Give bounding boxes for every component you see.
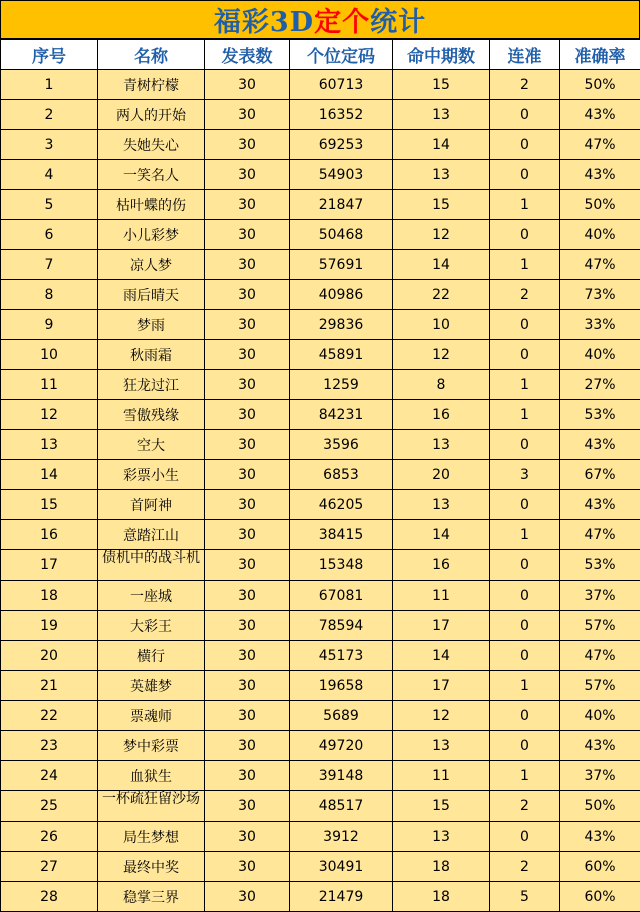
cell-streak: 2 (490, 791, 560, 822)
cell-posts: 30 (205, 581, 290, 611)
cell-posts: 30 (205, 882, 290, 912)
cell-index: 22 (1, 701, 98, 731)
cell-accuracy: 40% (560, 701, 640, 731)
cell-accuracy: 60% (560, 852, 640, 882)
table-row (1, 701, 640, 731)
cell-index: 17 (1, 550, 98, 581)
cell-accuracy: 50% (560, 791, 640, 822)
cell-accuracy: 37% (560, 761, 640, 791)
cell-posts: 30 (205, 641, 290, 671)
table-row (1, 882, 640, 912)
cell-codes: 49720 (290, 731, 393, 761)
cell-hits: 8 (393, 370, 490, 400)
cell-streak: 0 (490, 490, 560, 520)
cell-posts: 30 (205, 550, 290, 581)
cell-accuracy: 47% (560, 520, 640, 550)
cell-hits: 13 (393, 160, 490, 190)
cell-hits: 16 (393, 400, 490, 430)
cell-name: 梦雨 (98, 310, 205, 340)
cell-streak: 0 (490, 130, 560, 160)
cell-posts: 30 (205, 761, 290, 791)
cell-hits: 20 (393, 460, 490, 490)
table-row (1, 220, 640, 250)
cell-codes: 16352 (290, 100, 393, 130)
table-row (1, 671, 640, 701)
table-row (1, 280, 640, 310)
cell-codes: 5689 (290, 701, 393, 731)
cell-posts: 30 (205, 430, 290, 460)
cell-name: 梦中彩票 (98, 731, 205, 761)
table-row (1, 791, 640, 822)
cell-codes: 19658 (290, 671, 393, 701)
cell-posts: 30 (205, 400, 290, 430)
cell-name: 稳掌三界 (98, 882, 205, 912)
cell-hits: 10 (393, 310, 490, 340)
cell-posts: 30 (205, 130, 290, 160)
cell-posts: 30 (205, 671, 290, 701)
cell-streak: 0 (490, 641, 560, 671)
cell-codes: 60713 (290, 70, 393, 100)
table-row (1, 460, 640, 490)
cell-posts: 30 (205, 100, 290, 130)
cell-posts: 30 (205, 520, 290, 550)
header-hits: 命中期数 (393, 40, 490, 70)
stats-table (0, 39, 640, 912)
cell-streak: 0 (490, 822, 560, 852)
cell-codes: 45173 (290, 641, 393, 671)
cell-codes: 6853 (290, 460, 393, 490)
cell-codes: 69253 (290, 130, 393, 160)
cell-index: 21 (1, 671, 98, 701)
cell-name: 一座城 (98, 581, 205, 611)
cell-index: 10 (1, 340, 98, 370)
cell-index: 20 (1, 641, 98, 671)
table-row (1, 761, 640, 791)
cell-streak: 0 (490, 340, 560, 370)
table-row (1, 400, 640, 430)
cell-streak: 0 (490, 611, 560, 641)
header-posts: 发表数 (205, 40, 290, 70)
cell-streak: 3 (490, 460, 560, 490)
table-row (1, 100, 640, 130)
cell-codes: 39148 (290, 761, 393, 791)
cell-accuracy: 40% (560, 340, 640, 370)
cell-accuracy: 60% (560, 882, 640, 912)
cell-name: 大彩王 (98, 611, 205, 641)
cell-index: 7 (1, 250, 98, 280)
cell-name: 一杯疏狂留沙场 (98, 791, 205, 822)
table-row (1, 822, 640, 852)
table-row (1, 731, 640, 761)
cell-hits: 22 (393, 280, 490, 310)
cell-accuracy: 53% (560, 400, 640, 430)
cell-codes: 46205 (290, 490, 393, 520)
cell-index: 4 (1, 160, 98, 190)
cell-hits: 12 (393, 340, 490, 370)
cell-index: 8 (1, 280, 98, 310)
cell-codes: 40986 (290, 280, 393, 310)
cell-hits: 14 (393, 520, 490, 550)
cell-name: 首阿神 (98, 490, 205, 520)
cell-streak: 1 (490, 250, 560, 280)
cell-index: 3 (1, 130, 98, 160)
cell-index: 28 (1, 882, 98, 912)
cell-index: 1 (1, 70, 98, 100)
cell-name: 狂龙过江 (98, 370, 205, 400)
cell-streak: 1 (490, 761, 560, 791)
cell-codes: 78594 (290, 611, 393, 641)
cell-posts: 30 (205, 822, 290, 852)
header-index: 序号 (1, 40, 98, 70)
cell-hits: 12 (393, 220, 490, 250)
cell-posts: 30 (205, 731, 290, 761)
cell-index: 16 (1, 520, 98, 550)
cell-accuracy: 27% (560, 370, 640, 400)
cell-hits: 13 (393, 731, 490, 761)
cell-name: 票魂师 (98, 701, 205, 731)
cell-accuracy: 43% (560, 430, 640, 460)
cell-codes: 15348 (290, 550, 393, 581)
cell-hits: 13 (393, 490, 490, 520)
header-name: 名称 (98, 40, 205, 70)
cell-name: 英雄梦 (98, 671, 205, 701)
cell-codes: 54903 (290, 160, 393, 190)
cell-streak: 0 (490, 310, 560, 340)
cell-streak: 0 (490, 581, 560, 611)
cell-codes: 84231 (290, 400, 393, 430)
cell-accuracy: 67% (560, 460, 640, 490)
cell-name: 一笑名人 (98, 160, 205, 190)
cell-index: 12 (1, 400, 98, 430)
cell-index: 2 (1, 100, 98, 130)
cell-index: 14 (1, 460, 98, 490)
cell-name: 雪傲残缘 (98, 400, 205, 430)
cell-hits: 12 (393, 701, 490, 731)
cell-posts: 30 (205, 70, 290, 100)
cell-index: 27 (1, 852, 98, 882)
cell-hits: 13 (393, 430, 490, 460)
cell-streak: 0 (490, 220, 560, 250)
cell-name: 横行 (98, 641, 205, 671)
cell-index: 9 (1, 310, 98, 340)
cell-index: 13 (1, 430, 98, 460)
cell-index: 6 (1, 220, 98, 250)
cell-hits: 13 (393, 100, 490, 130)
table-body (1, 70, 640, 912)
cell-codes: 57691 (290, 250, 393, 280)
cell-accuracy: 43% (560, 100, 640, 130)
cell-accuracy: 50% (560, 190, 640, 220)
title-part-3: 统计 (370, 0, 426, 39)
cell-hits: 14 (393, 250, 490, 280)
cell-streak: 1 (490, 520, 560, 550)
cell-accuracy: 43% (560, 822, 640, 852)
table-row (1, 160, 640, 190)
cell-hits: 17 (393, 671, 490, 701)
table-row (1, 190, 640, 220)
cell-codes: 21479 (290, 882, 393, 912)
table-row (1, 550, 640, 581)
cell-hits: 16 (393, 550, 490, 581)
table-row (1, 340, 640, 370)
cell-streak: 0 (490, 701, 560, 731)
cell-hits: 14 (393, 641, 490, 671)
table-row (1, 370, 640, 400)
cell-accuracy: 43% (560, 731, 640, 761)
cell-hits: 15 (393, 70, 490, 100)
table-row (1, 641, 640, 671)
cell-accuracy: 57% (560, 611, 640, 641)
cell-streak: 1 (490, 400, 560, 430)
cell-hits: 11 (393, 581, 490, 611)
cell-codes: 3596 (290, 430, 393, 460)
cell-streak: 5 (490, 882, 560, 912)
cell-accuracy: 47% (560, 130, 640, 160)
cell-hits: 18 (393, 852, 490, 882)
cell-hits: 17 (393, 611, 490, 641)
cell-streak: 0 (490, 430, 560, 460)
table-row (1, 581, 640, 611)
cell-index: 19 (1, 611, 98, 641)
cell-posts: 30 (205, 220, 290, 250)
cell-name: 血狱生 (98, 761, 205, 791)
cell-codes: 30491 (290, 852, 393, 882)
cell-streak: 2 (490, 70, 560, 100)
cell-name: 小儿彩梦 (98, 220, 205, 250)
cell-index: 25 (1, 791, 98, 822)
cell-name: 凉人梦 (98, 250, 205, 280)
cell-name: 两人的开始 (98, 100, 205, 130)
cell-name: 青树柠檬 (98, 70, 205, 100)
cell-name: 意踏江山 (98, 520, 205, 550)
cell-codes: 21847 (290, 190, 393, 220)
header-codes: 个位定码 (290, 40, 393, 70)
header-streak: 连准 (490, 40, 560, 70)
title-part-1: 福彩3D (214, 0, 314, 39)
cell-index: 18 (1, 581, 98, 611)
cell-name: 最终中奖 (98, 852, 205, 882)
cell-posts: 30 (205, 852, 290, 882)
header-accuracy: 准确率 (560, 40, 640, 70)
cell-name: 空大 (98, 430, 205, 460)
cell-accuracy: 47% (560, 250, 640, 280)
cell-name: 彩票小生 (98, 460, 205, 490)
table-row (1, 430, 640, 460)
cell-streak: 2 (490, 852, 560, 882)
cell-hits: 15 (393, 190, 490, 220)
cell-accuracy: 40% (560, 220, 640, 250)
cell-accuracy: 53% (560, 550, 640, 581)
table-row (1, 310, 640, 340)
cell-posts: 30 (205, 701, 290, 731)
cell-name: 局生梦想 (98, 822, 205, 852)
cell-hits: 14 (393, 130, 490, 160)
cell-posts: 30 (205, 310, 290, 340)
cell-codes: 45891 (290, 340, 393, 370)
cell-streak: 0 (490, 100, 560, 130)
cell-accuracy: 43% (560, 160, 640, 190)
sheet-title (0, 0, 640, 39)
cell-streak: 0 (490, 731, 560, 761)
cell-codes: 1259 (290, 370, 393, 400)
cell-codes: 3912 (290, 822, 393, 852)
cell-codes: 50468 (290, 220, 393, 250)
cell-hits: 18 (393, 882, 490, 912)
cell-hits: 13 (393, 822, 490, 852)
cell-posts: 30 (205, 190, 290, 220)
cell-codes: 48517 (290, 791, 393, 822)
cell-posts: 30 (205, 490, 290, 520)
cell-posts: 30 (205, 611, 290, 641)
cell-posts: 30 (205, 160, 290, 190)
cell-name: 枯叶蝶的伤 (98, 190, 205, 220)
cell-posts: 30 (205, 280, 290, 310)
cell-index: 11 (1, 370, 98, 400)
table-row (1, 611, 640, 641)
cell-posts: 30 (205, 370, 290, 400)
cell-accuracy: 57% (560, 671, 640, 701)
table-row (1, 852, 640, 882)
cell-posts: 30 (205, 460, 290, 490)
cell-index: 15 (1, 490, 98, 520)
cell-codes: 38415 (290, 520, 393, 550)
cell-posts: 30 (205, 250, 290, 280)
cell-streak: 0 (490, 550, 560, 581)
cell-hits: 11 (393, 761, 490, 791)
cell-name: 失她失心 (98, 130, 205, 160)
cell-posts: 30 (205, 340, 290, 370)
cell-accuracy: 37% (560, 581, 640, 611)
cell-index: 26 (1, 822, 98, 852)
cell-index: 23 (1, 731, 98, 761)
cell-accuracy: 43% (560, 490, 640, 520)
cell-accuracy: 47% (560, 641, 640, 671)
table-row (1, 70, 640, 100)
cell-streak: 0 (490, 160, 560, 190)
cell-index: 24 (1, 761, 98, 791)
table-row (1, 130, 640, 160)
cell-name: 秋雨霜 (98, 340, 205, 370)
cell-hits: 15 (393, 791, 490, 822)
title-part-2: 定个 (314, 0, 370, 39)
cell-index: 5 (1, 190, 98, 220)
cell-accuracy: 33% (560, 310, 640, 340)
cell-codes: 67081 (290, 581, 393, 611)
cell-codes: 29836 (290, 310, 393, 340)
cell-streak: 2 (490, 280, 560, 310)
cell-streak: 1 (490, 671, 560, 701)
cell-streak: 1 (490, 190, 560, 220)
cell-posts: 30 (205, 791, 290, 822)
cell-streak: 1 (490, 370, 560, 400)
cell-name: 雨后晴天 (98, 280, 205, 310)
table-row (1, 520, 640, 550)
cell-accuracy: 50% (560, 70, 640, 100)
table-row (1, 490, 640, 520)
cell-name: 债机中的战斗机 (98, 550, 205, 581)
header-row (1, 40, 640, 70)
table-row (1, 250, 640, 280)
cell-accuracy: 73% (560, 280, 640, 310)
